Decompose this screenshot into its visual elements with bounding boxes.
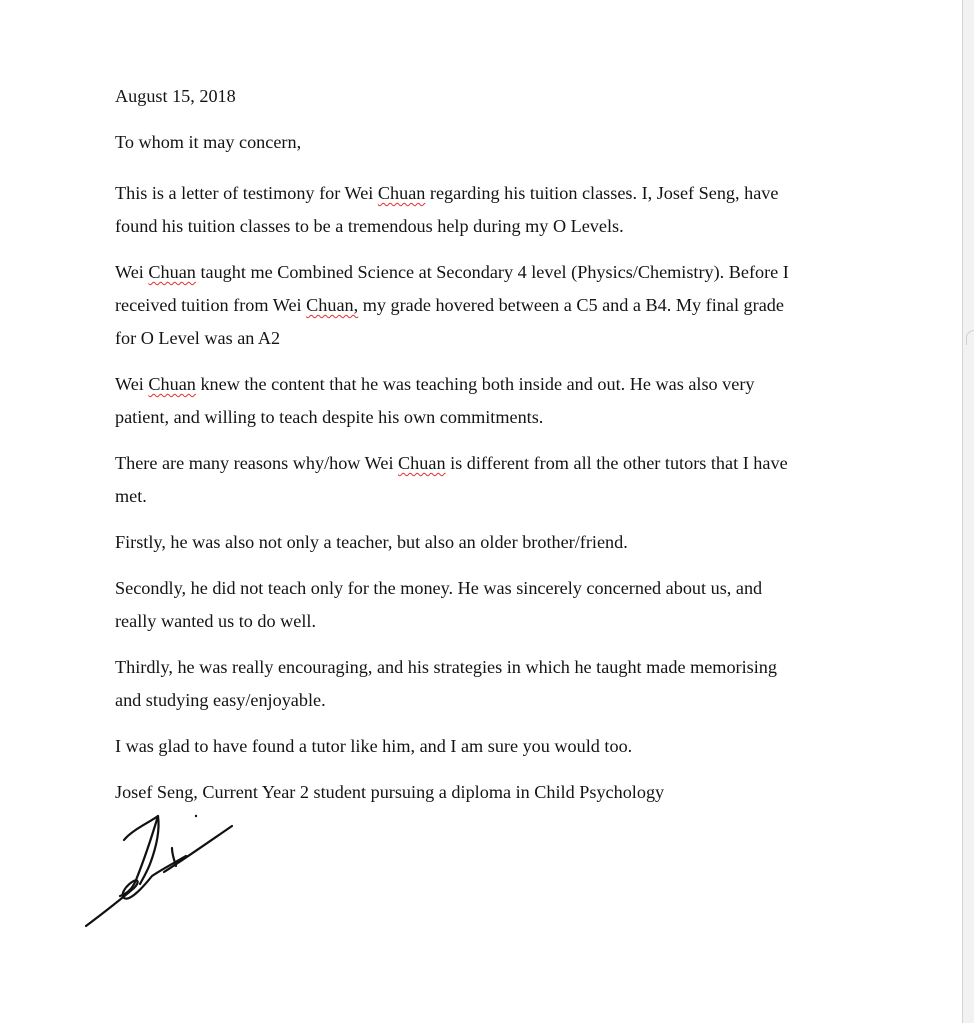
text-run: my grade hovered between a C5 and a B4. My final grade <box>358 295 784 315</box>
text-run: taught me Combined Science at Secondary 4 level (Physics/Chemistry). Before I <box>195 262 789 282</box>
text-run: received tuition from Wei <box>115 295 307 315</box>
text-run: for O Level was an A2 <box>115 328 281 348</box>
letter-date <box>115 85 855 108</box>
paragraph-content <box>115 368 855 434</box>
misspelled-word[interactable]: Chuan <box>148 374 196 394</box>
text-run: Wei <box>115 262 149 282</box>
misspelled-word[interactable]: Chuan <box>377 183 426 203</box>
signature-stroke <box>164 826 232 872</box>
paragraph-reasons <box>115 447 855 513</box>
text-run: I was glad to have found a tutor like him, and I am sure you would too. <box>115 736 633 756</box>
letter-salutation <box>115 131 855 154</box>
text-run: This is a letter of testimony for Wei <box>115 183 378 203</box>
text-run: knew the content that he was teaching both inside and out. He was also very <box>195 374 755 394</box>
text-run: and studying easy/enjoyable. <box>115 690 326 710</box>
text-run: There are many reasons why/how Wei <box>115 453 399 473</box>
letter-body <box>115 85 855 822</box>
text-run: Firstly, he was also not only a teacher, but also an older brother/friend. <box>115 532 628 552</box>
closing-text: Josef Seng, Current Year 2 student pursuing a diploma in Child Psychology <box>115 782 665 802</box>
signature-dot <box>195 815 197 817</box>
date-text: August 15, 2018 <box>115 86 236 106</box>
text-run: regarding his tuition classes. I, Josef Seng, have <box>425 183 779 203</box>
misspelled-word[interactable]: Chuan <box>398 453 446 473</box>
text-run: is different from all the other tutors that I have <box>445 453 788 473</box>
paragraph-secondly <box>115 572 855 638</box>
page-edge-notch <box>966 330 974 345</box>
text-run: Secondly, he did not teach only for the money. He was sincerely concerned about us, and <box>115 578 763 598</box>
paragraph-firstly <box>115 526 855 559</box>
text-run: patient, and willing to teach despite his own commitments. <box>115 407 544 427</box>
page-edge-scrollbar[interactable] <box>962 0 974 1023</box>
text-run: Wei <box>115 374 149 394</box>
text-run: Thirdly, he was really encouraging, and his strategies in which he taught made memorising <box>115 657 777 677</box>
letter-closing <box>115 776 855 809</box>
signature-icon <box>80 808 240 933</box>
misspelled-word[interactable]: Chuan, <box>306 295 359 315</box>
text-run: found his tuition classes to be a tremendous help during my O Levels. <box>115 216 624 236</box>
paragraph-thirdly <box>115 651 855 717</box>
misspelled-word[interactable]: Chuan <box>148 262 196 282</box>
paragraph-conclusion <box>115 730 855 763</box>
text-run: really wanted us to do well. <box>115 611 317 631</box>
text-run: met. <box>115 486 147 506</box>
paragraph-subject <box>115 256 855 355</box>
paragraph-testimony <box>115 177 855 243</box>
salutation-text: To whom it may concern, <box>115 132 302 152</box>
